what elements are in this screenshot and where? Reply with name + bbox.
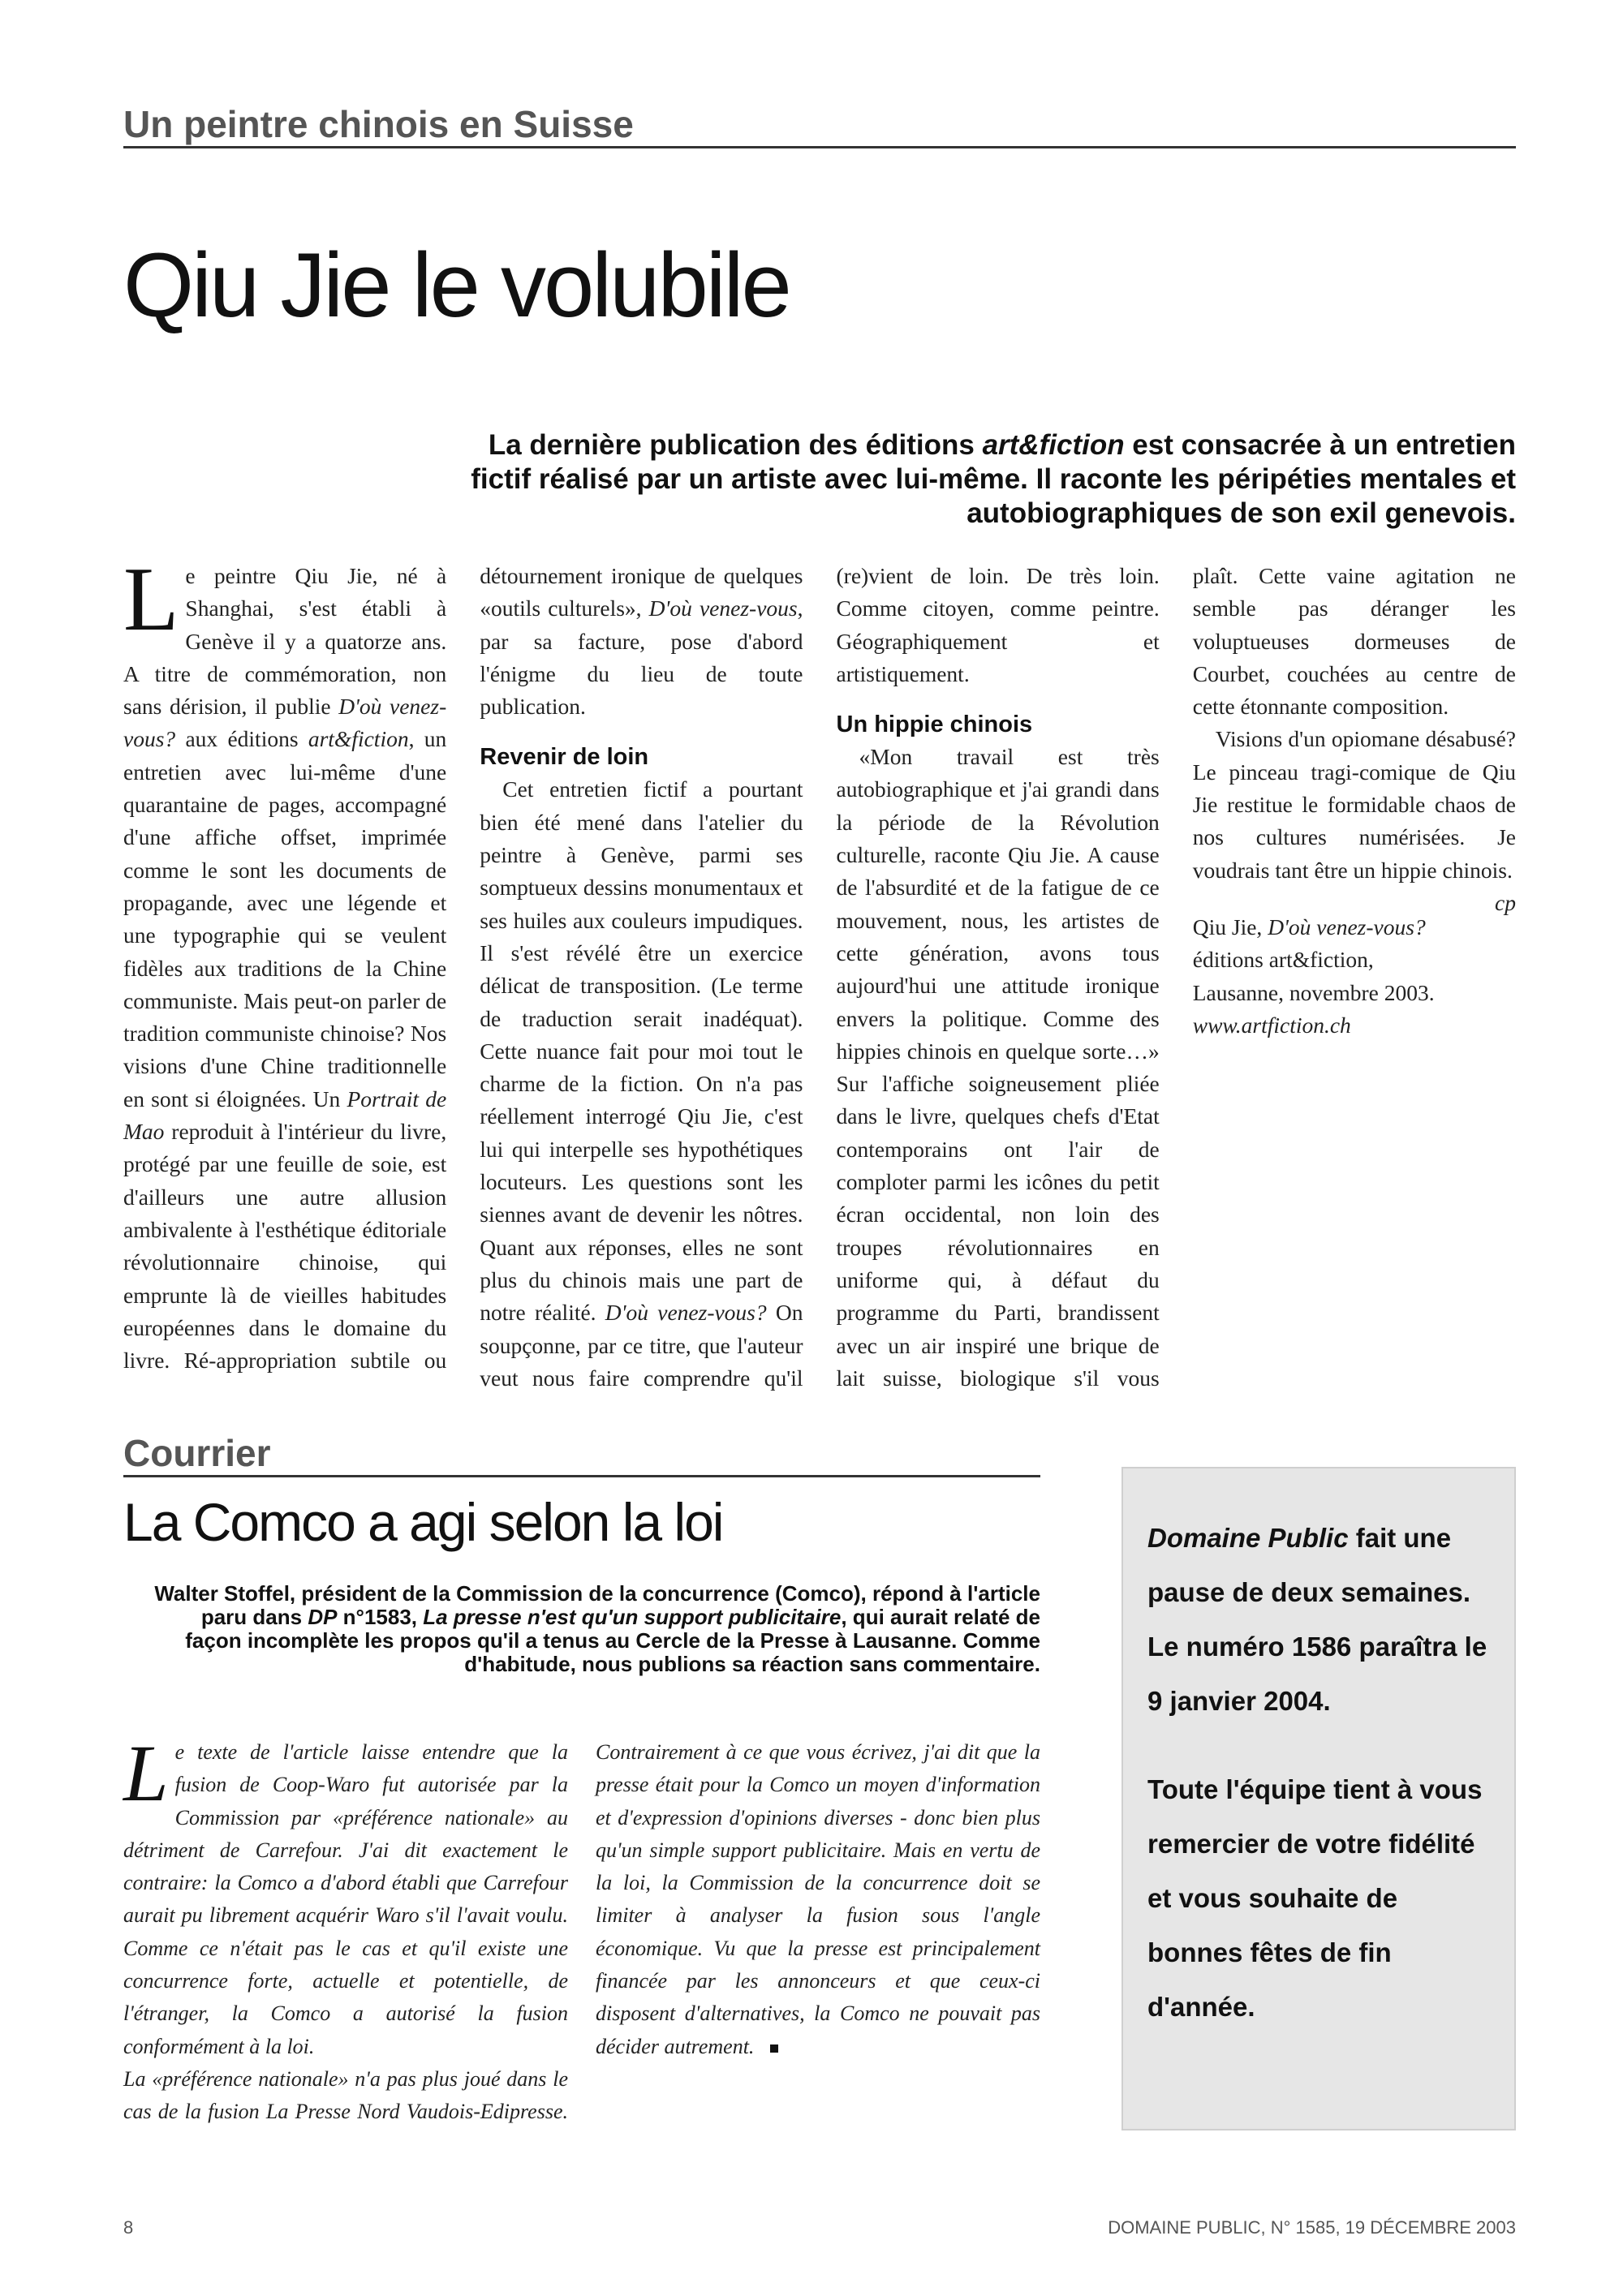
book-reference: Qiu Jie, D'où venez-vous? éditions art&fiction, Lausanne, novembre 2003. www.artfiction.ch <box>1193 911 1516 1042</box>
article-body-flow <box>123 549 1516 1400</box>
paragraph: «Mon travail est très autobiographique et j'ai grandi dans la période de la Révolution culturelle, raconte Qiu Jie. A cause de l'absurdité et de la fatigue de ce mouvement, nous, les artistes de cette génération, avons tous aujourd'hui une attitude ironique envers la politique. Comme des hippies chinois en quelque sorte…» Sur l'affiche soigneusement pliée dans le livre, quelques chefs d'Etat contemporains ont l'air de comploter parmi les icônes du petit écran occidental, non loin des troupes révolutionnaires en uniforme qui, à défaut du programme du Parti, brandissent avec un air inspiré une brique de lait suisse, biologique s'il vous plaît. Cette vaine agitation ne semble pas déranger les voluptueuses dormeuses de Courbet, couchées au centre de cette étonnante composition. <box>836 563 1516 1391</box>
website-link[interactable]: www.artfiction.ch <box>1192 1012 1351 1038</box>
section-rubric: Courrier <box>123 1434 1040 1477</box>
drop-cap: L <box>123 1728 169 1818</box>
article-lead: Walter Stoffel, président de la Commission de la concurrence (Comco), répond à l'article paru dans DP n°1583, La presse n'est qu'un support publicitaire, qui aurait relaté de façon incomplète les propos qu'il a tenus au Cercle de la Presse à Lausanne. Comme d'habitude, nous publions sa réaction sans commentaire. <box>154 1581 1040 1676</box>
page-number: 8 <box>123 2217 134 2238</box>
subheading: Revenir de loin <box>480 744 649 771</box>
paragraph: Le texte de l'article laisse entendre que la fusion de Coop-Waro fut autorisée par la Commission par «préférence nationale» au détriment de Carrefour. J'ai dit exactement le contraire: la Comco a d'abord établi que Carrefour aurait pu librement acquérir Waro s'il l'avait voulu. Comme ce n'était pas le cas et qu'il existe une concurrence forte, actuelle et potentielle, de l'étranger, la Comco a autorisé la fusion conformément à la loi. <box>123 1728 568 2058</box>
notice-line: Toute l'équipe tient à vous remercier de votre fidélité et vous souhaite de bonnes fêtes de fin d'année. <box>1147 1774 1483 2022</box>
article-lead: La dernière publication des éditions art&fiction est consacrée à un entretien fictif réalisé par un artiste avec lui-même. Il raconte les péripéties mentales et autobiographiques de son exil genevois. <box>471 429 1516 529</box>
paragraph: La «préférence nationale» n'a pas plus joué dans le cas de la fusion La Presse Nord Vaudois-Edipresse. Contrairement à ce que vous écrivez, j'ai dit que la presse était pour la Comco un moyen d'information et d'expression d'opinions diverses - donc bien plus qu'un simple support publicitaire. Mais en vertu de la loi, la Commission de la concurrence doit se limiter à analyser la fusion sous l'angle économique. Vu que la presse est principalement financée par les annonceurs et que ceux-ci disposent d'alternatives, la Comco ne pouvait pas décider autrement. <box>123 1740 1040 2124</box>
notice-line: Le numéro 1586 paraîtra le 9 janvier 2004. <box>1147 1632 1487 1716</box>
notice-line: Domaine Public fait une pause de deux semaines. <box>1147 1523 1471 1607</box>
paragraph: Le peintre Qiu Jie, né à Shanghai, s'est établi à Genève il y a quatorze ans. A titre de commémoration, non sans dérision, il publie D'où venez-vous? aux éditions art&fiction, un entretien avec lui-même d'une quarantaine de pages, accompagné d'une affiche offset, imprimée comme le sont les documents de propagande, avec une légende et une typographie qui se veulent fidèles aux traditions de la Chine communiste. Mais peut-on parler de tradition communiste chinoise? Nos visions d'une Chine traditionnelle en sont si éloignées. Un Portrait de Mao reproduit à l'intérieur du livre, protégé par une feuille de soie, est d'ailleurs une autre allusion ambivalente à l'esthétique éditoriale révolutionnaire chinoise, qui emprunte là de vieilles habitudes européennes dans le domaine du livre. Ré-appropriation subtile ou détournement ironique de quelques «outils culturels», D'où venez-vous, par sa facture, pose d'abord l'énigme du lieu de toute publication. <box>123 549 803 1374</box>
author-signature: cp <box>1495 889 1516 915</box>
letter-body-flow <box>123 1728 1040 2142</box>
paragraph: Visions d'un opiomane désabusé? Le pinceau tragi-comique de Qiu Jie restitue le formidable chaos de nos cultures numérisées. Je voudrais tant être un hippie chinois. cp <box>1193 723 1516 886</box>
article-title: Qiu Jie le volubile <box>123 234 790 336</box>
drop-cap: L <box>123 549 179 650</box>
end-mark <box>770 2044 778 2053</box>
publication-info: DOMAINE PUBLIC, N° 1585, 19 DÉCEMBRE 2003 <box>1108 2217 1516 2238</box>
section-rubric: Un peintre chinois en Suisse <box>123 105 1516 148</box>
notice-box <box>1121 1467 1516 2130</box>
subheading: Un hippie chinois <box>836 712 1033 738</box>
paragraph: Cet entretien fictif a pourtant bien été mené dans l'atelier du peintre à Genève, parmi ses somptueux dessins monumentaux et ses huiles aux couleurs impudiques. Il s'est révélé être un exercice délicat de transposition. (Le terme de traduction serait inadéquat). Cette nuance fait pour moi tout le charme de la fiction. On n'a pas réellement interrogé Qiu Jie, c'est lui qui interpelle ses hypothétiques locuteurs. Les questions sont les siennes avant de devenir les nôtres. Quant aux réponses, elles ne sont plus du chinois mais une part de notre réalité. D'où venez-vous? On soupçonne, par ce titre, que l'auteur veut nous faire comprendre qu'il (re)vient de loin. De très loin. Comme citoyen, comme peintre. Géographiquement et artistiquement. <box>480 563 1160 1391</box>
article-title: La Comco a agi selon la loi <box>123 1492 723 1552</box>
